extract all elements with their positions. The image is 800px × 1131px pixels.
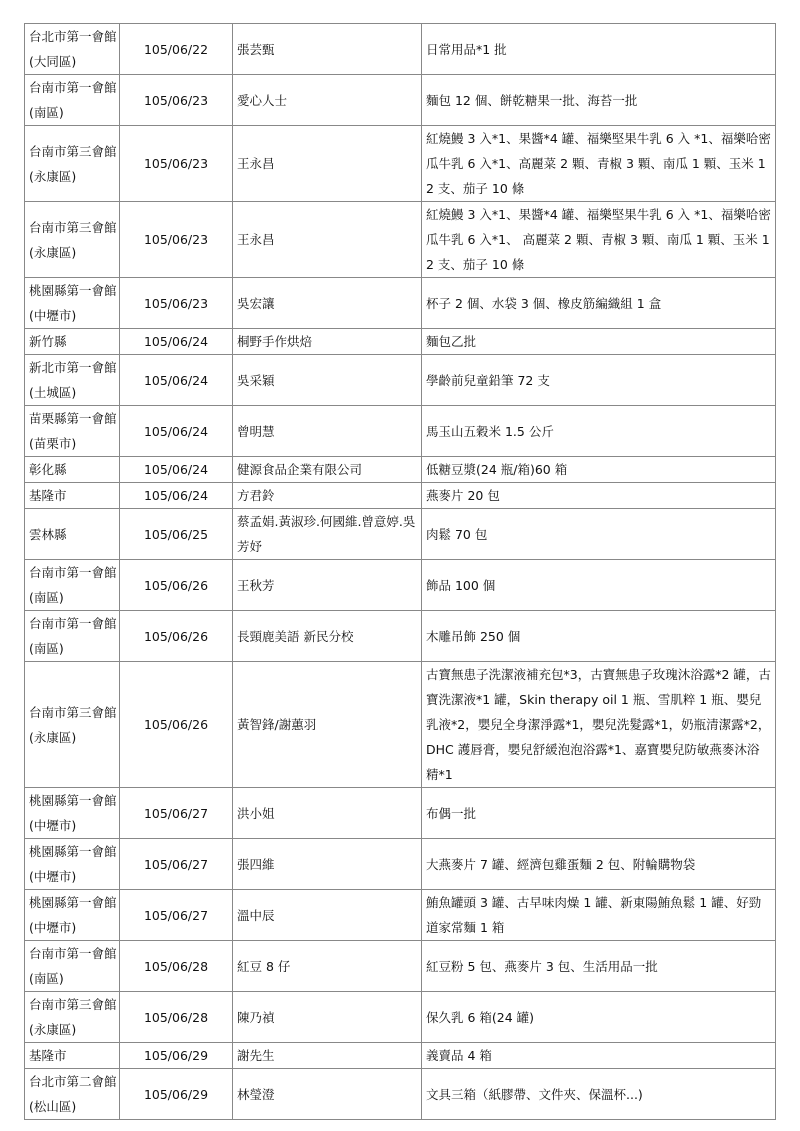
branch-line: (南區) <box>29 590 64 605</box>
branch-line: 台南市第一會館 <box>29 616 117 631</box>
table-row <box>25 662 776 788</box>
branch-cell <box>25 1069 120 1120</box>
donor-cell: 愛心人士 <box>233 75 422 126</box>
branch-line: 台北市第一會館 <box>29 29 117 44</box>
branch-line: (松山區) <box>29 1099 77 1114</box>
donor-cell: 林瑩澄 <box>233 1069 422 1120</box>
donor-cell: 曾明慧 <box>233 406 422 457</box>
date-cell: 105/06/29 <box>120 1043 233 1069</box>
items-cell: 學齡前兒童鉛筆 72 支 <box>422 355 776 406</box>
branch-cell <box>25 483 120 509</box>
items-cell: 紅燒鰻 3 入*1、果醬*4 罐、福樂堅果牛乳 6 入 *1、福樂哈密瓜牛乳 6 入*1、 高麗菜 2 顆、青椒 3 顆、南瓜 1 顆、玉米 12 支、茄子 10 條 <box>422 202 776 278</box>
branch-line: 基隆市 <box>29 1048 67 1063</box>
table-row <box>25 483 776 509</box>
branch-line: (永康區) <box>29 244 77 260</box>
branch-line: (苗栗市) <box>29 436 77 451</box>
branch-line: (中壢市) <box>29 308 77 323</box>
table-row <box>25 329 776 355</box>
branch-cell <box>25 75 120 126</box>
branch-line: 台南市第三會館 <box>29 997 117 1012</box>
branch-line: (永康區) <box>29 168 77 184</box>
branch-line: 新北市第一會館 <box>29 360 117 375</box>
donor-cell: 吳宏讓 <box>233 278 422 329</box>
table-row <box>25 278 776 329</box>
branch-line: 台南市第三會館 <box>29 143 117 159</box>
donor-cell: 桐野手作烘焙 <box>233 329 422 355</box>
items-cell: 文具三箱（紙膠帶、文件夾、保溫杯...) <box>422 1069 776 1120</box>
date-cell: 105/06/24 <box>120 483 233 509</box>
date-cell: 105/06/27 <box>120 890 233 941</box>
donor-cell: 洪小姐 <box>233 788 422 839</box>
branch-line: (南區) <box>29 641 64 656</box>
items-cell: 日常用品*1 批 <box>422 24 776 75</box>
branch-cell <box>25 890 120 941</box>
branch-line: (永康區) <box>29 729 77 745</box>
branch-line: (中壢市) <box>29 869 77 884</box>
table-row <box>25 992 776 1043</box>
branch-cell <box>25 24 120 75</box>
table-row <box>25 788 776 839</box>
items-cell: 紅豆粉 5 包、燕麥片 3 包、生活用品一批 <box>422 941 776 992</box>
date-cell: 105/06/27 <box>120 839 233 890</box>
date-cell: 105/06/24 <box>120 457 233 483</box>
branch-line: (永康區) <box>29 1022 77 1037</box>
items-cell: 杯子 2 個、水袋 3 個、橡皮筋編織組 1 盒 <box>422 278 776 329</box>
date-cell: 105/06/27 <box>120 788 233 839</box>
branch-line: (南區) <box>29 971 64 986</box>
donor-cell: 王秋芳 <box>233 560 422 611</box>
items-cell: 古寶無患子洗潔液補充包*3，古寶無患子玫瑰沐浴露*2 罐，古寶洗潔液*1 罐，Skin therapy oil 1 瓶、雪肌粹 1 瓶、嬰兒乳液*2，嬰兒全身潔淨露*1，嬰兒洗髮露*1，奶瓶清潔露*2，DHC 護唇膏，嬰兒舒緩泡泡浴露*1、嘉寶嬰兒防敏燕麥沐浴精*1 <box>422 662 776 788</box>
branch-cell <box>25 992 120 1043</box>
branch-line: (南區) <box>29 105 64 120</box>
donor-cell: 張芸甄 <box>233 24 422 75</box>
date-cell: 105/06/23 <box>120 126 233 202</box>
date-cell: 105/06/24 <box>120 329 233 355</box>
branch-cell <box>25 941 120 992</box>
table-row <box>25 560 776 611</box>
date-cell: 105/06/26 <box>120 662 233 788</box>
branch-cell <box>25 839 120 890</box>
branch-line: 台北市第二會館 <box>29 1074 117 1089</box>
branch-line: 桃園縣第一會館 <box>29 793 117 808</box>
donor-cell: 王永昌 <box>233 126 422 202</box>
donor-cell: 黃智鋒/謝蕙羽 <box>233 662 422 788</box>
branch-line: 台南市第三會館 <box>29 704 117 720</box>
date-cell: 105/06/26 <box>120 611 233 662</box>
date-cell: 105/06/25 <box>120 509 233 560</box>
donor-cell: 溫中辰 <box>233 890 422 941</box>
table-row <box>25 839 776 890</box>
donor-cell: 王永昌 <box>233 202 422 278</box>
table-body <box>25 24 776 1120</box>
branch-cell <box>25 278 120 329</box>
items-cell: 肉鬆 70 包 <box>422 509 776 560</box>
donor-cell: 方君鈴 <box>233 483 422 509</box>
branch-line: (大同區) <box>29 54 77 69</box>
table-row <box>25 509 776 560</box>
branch-line: (中壢市) <box>29 818 77 833</box>
branch-cell <box>25 126 120 202</box>
date-cell: 105/06/22 <box>120 24 233 75</box>
table-row <box>25 24 776 75</box>
branch-line: 台南市第一會館 <box>29 565 117 580</box>
table-row <box>25 941 776 992</box>
items-cell: 麵包 12 個、餅乾糖果一批、海苔一批 <box>422 75 776 126</box>
donation-records-table <box>24 23 776 1120</box>
branch-line: 台南市第一會館 <box>29 80 117 95</box>
items-cell: 低糖豆漿(24 瓶/箱)60 箱 <box>422 457 776 483</box>
branch-cell <box>25 662 120 788</box>
branch-line: 桃園縣第一會館 <box>29 283 117 298</box>
table-row <box>25 1069 776 1120</box>
items-cell: 保久乳 6 箱(24 罐) <box>422 992 776 1043</box>
date-cell: 105/06/28 <box>120 941 233 992</box>
document-page <box>24 23 775 1120</box>
branch-line: (土城區) <box>29 385 77 400</box>
branch-line: 台南市第一會館 <box>29 946 117 961</box>
branch-cell <box>25 202 120 278</box>
branch-cell <box>25 611 120 662</box>
items-cell: 馬玉山五穀米 1.5 公斤 <box>422 406 776 457</box>
date-cell: 105/06/29 <box>120 1069 233 1120</box>
table-row <box>25 890 776 941</box>
branch-line: 桃園縣第一會館 <box>29 844 117 859</box>
branch-line: 台南市第三會館 <box>29 219 117 235</box>
table-row <box>25 355 776 406</box>
branch-cell <box>25 355 120 406</box>
table-row <box>25 126 776 202</box>
table-row <box>25 1043 776 1069</box>
branch-cell <box>25 560 120 611</box>
branch-line: 基隆市 <box>29 488 67 503</box>
items-cell: 布偶一批 <box>422 788 776 839</box>
branch-line: 彰化縣 <box>29 462 67 477</box>
date-cell: 105/06/23 <box>120 202 233 278</box>
donor-cell: 張四維 <box>233 839 422 890</box>
branch-line: 桃園縣第一會館 <box>29 895 117 910</box>
donor-cell: 陳乃禎 <box>233 992 422 1043</box>
table-row <box>25 611 776 662</box>
table-row <box>25 457 776 483</box>
date-cell: 105/06/28 <box>120 992 233 1043</box>
branch-line: 雲林縣 <box>29 526 67 542</box>
table-row <box>25 75 776 126</box>
branch-line: (中壢市) <box>29 920 77 935</box>
donor-cell: 蔡孟娟.黃淑珍.何國維.曾意婷.吳芳妤 <box>233 509 422 560</box>
branch-cell <box>25 457 120 483</box>
donor-cell: 吳采穎 <box>233 355 422 406</box>
table-row <box>25 406 776 457</box>
branch-cell <box>25 1043 120 1069</box>
date-cell: 105/06/24 <box>120 355 233 406</box>
branch-cell <box>25 788 120 839</box>
items-cell: 大燕麥片 7 罐、經濟包雞蛋麵 2 包、附輪購物袋 <box>422 839 776 890</box>
donor-cell: 長頸鹿美語 新民分校 <box>233 611 422 662</box>
items-cell: 紅燒鰻 3 入*1、果醬*4 罐、福樂堅果牛乳 6 入 *1、福樂哈密瓜牛乳 6 入*1、高麗菜 2 顆、青椒 3 顆、南瓜 1 顆、玉米 12 支、茄子 10 條 <box>422 126 776 202</box>
items-cell: 木雕吊飾 250 個 <box>422 611 776 662</box>
branch-cell <box>25 509 120 560</box>
table-row <box>25 202 776 278</box>
donor-cell: 健源食品企業有限公司 <box>233 457 422 483</box>
date-cell: 105/06/23 <box>120 278 233 329</box>
branch-line: 苗栗縣第一會館 <box>29 411 117 426</box>
items-cell: 鮪魚罐頭 3 罐、古早味肉燥 1 罐、新東陽鮪魚鬆 1 罐、好勁道家常麵 1 箱 <box>422 890 776 941</box>
branch-cell <box>25 406 120 457</box>
items-cell: 麵包乙批 <box>422 329 776 355</box>
date-cell: 105/06/26 <box>120 560 233 611</box>
branch-line: 新竹縣 <box>29 334 67 349</box>
date-cell: 105/06/24 <box>120 406 233 457</box>
donor-cell: 紅豆 8 仔 <box>233 941 422 992</box>
items-cell: 燕麥片 20 包 <box>422 483 776 509</box>
items-cell: 飾品 100 個 <box>422 560 776 611</box>
items-cell: 義賣品 4 箱 <box>422 1043 776 1069</box>
date-cell: 105/06/23 <box>120 75 233 126</box>
donor-cell: 謝先生 <box>233 1043 422 1069</box>
branch-cell <box>25 329 120 355</box>
